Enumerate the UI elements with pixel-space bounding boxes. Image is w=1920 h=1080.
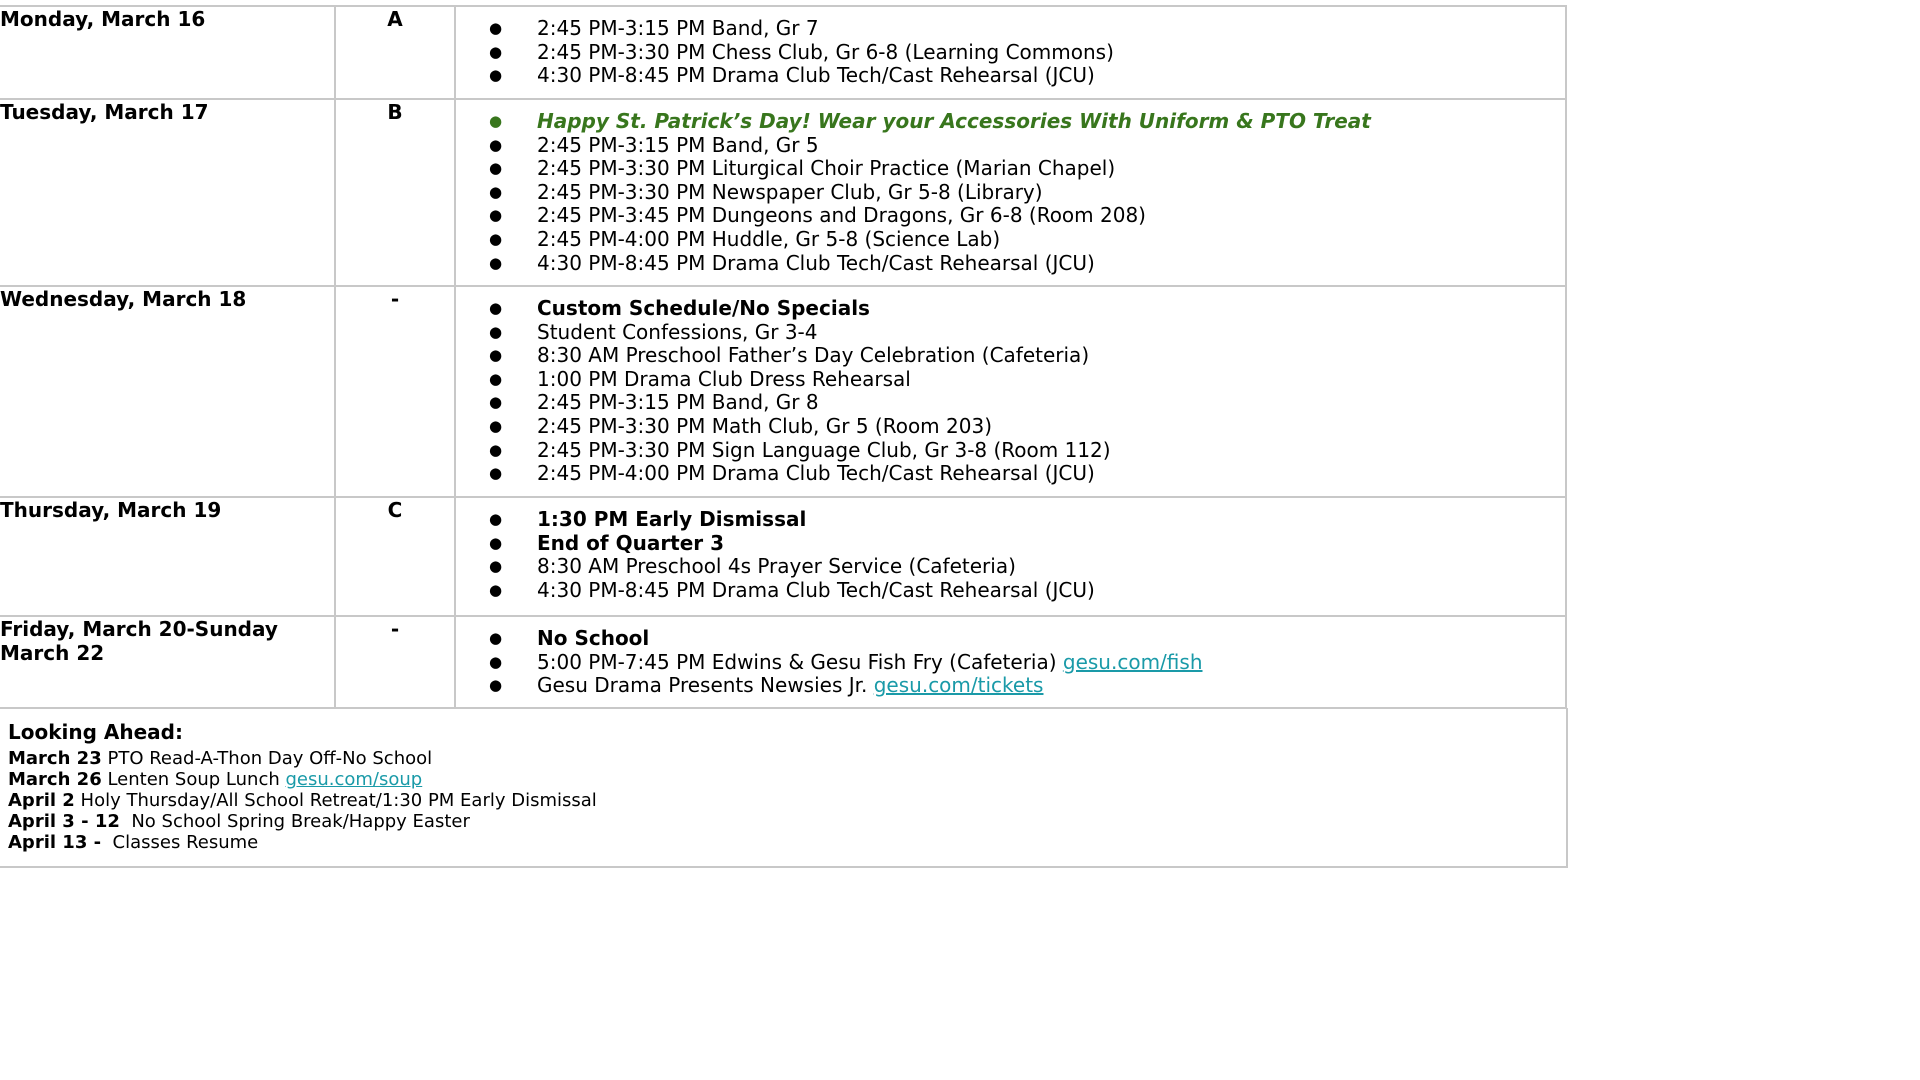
looking-ahead-date: March 26 <box>8 769 102 790</box>
looking-ahead-date: March 23 <box>8 748 102 769</box>
events-cell <box>455 616 1566 708</box>
bullet-icon: ● <box>489 19 503 37</box>
bullet-icon: ● <box>489 346 503 365</box>
event-text: 2:45 PM-3:30 PM Newspaper Club, Gr 5-8 (Library) <box>537 179 1043 204</box>
bullet-icon: ● <box>489 557 503 576</box>
day-letter-cell: C <box>335 497 455 616</box>
bullet-icon: ● <box>489 135 503 154</box>
event-item <box>456 157 1565 181</box>
event-list <box>456 498 1565 610</box>
event-item <box>456 321 1565 345</box>
bullet-icon: ● <box>489 159 503 178</box>
event-text: 4:30 PM-8:45 PM Drama Club Tech/Cast Rehearsal (JCU) <box>537 577 1095 602</box>
event-item <box>456 508 1565 532</box>
events-cell <box>455 497 1566 616</box>
day-letter-cell: - <box>335 616 455 708</box>
looking-ahead-list <box>8 748 597 853</box>
event-text: 2:45 PM-4:00 PM Drama Club Tech/Cast Rehearsal (JCU) <box>537 461 1095 486</box>
event-text: 2:45 PM-3:30 PM Chess Club, Gr 6-8 (Learning Commons) <box>537 39 1114 64</box>
events-cell <box>455 286 1566 497</box>
looking-ahead-link[interactable]: gesu.com/soup <box>285 769 423 790</box>
schedule-row <box>0 616 1566 708</box>
event-item <box>456 344 1565 368</box>
schedule-row <box>0 6 1566 99</box>
bullet-icon: ● <box>489 112 503 130</box>
event-text: 2:45 PM-3:30 PM Math Club, Gr 5 (Room 203) <box>537 413 992 438</box>
event-item <box>456 17 1565 41</box>
event-item <box>456 415 1565 439</box>
looking-ahead-text: Lenten Soup Lunch <box>101 769 286 790</box>
event-link[interactable]: gesu.com/fish <box>1062 649 1203 674</box>
events-cell <box>455 99 1566 286</box>
looking-ahead-section <box>0 708 1568 868</box>
event-item <box>456 439 1565 463</box>
date-cell: Tuesday, March 17 <box>0 99 335 286</box>
bullet-icon: ● <box>489 229 503 248</box>
date-cell: Monday, March 16 <box>0 6 335 99</box>
looking-ahead-date: April 3 - 12 <box>8 811 120 832</box>
looking-ahead-date: April 13 - <box>8 832 102 853</box>
event-text: 5:00 PM-7:45 PM Edwins & Gesu Fish Fry (Cafeteria) <box>537 649 1063 674</box>
day-letter-cell: B <box>335 99 455 286</box>
event-text: Gesu Drama Presents Newsies Jr. <box>537 673 874 698</box>
day-letter-cell: - <box>335 286 455 497</box>
events-cell <box>455 6 1566 99</box>
schedule-body <box>0 5 1566 708</box>
looking-ahead-item <box>8 832 597 853</box>
event-item <box>456 651 1565 675</box>
bullet-icon: ● <box>489 393 503 412</box>
bullet-icon: ● <box>489 206 503 225</box>
bullet-icon: ● <box>489 533 503 552</box>
bullet-icon: ● <box>489 580 503 599</box>
looking-ahead-item <box>8 811 597 832</box>
event-text: 2:45 PM-4:00 PM Huddle, Gr 5-8 (Science Lab) <box>537 226 1001 251</box>
date-cell: Friday, March 20-Sunday March 22 <box>0 616 335 708</box>
event-item <box>456 674 1565 698</box>
day-letter-cell: A <box>335 6 455 99</box>
event-item <box>456 41 1565 65</box>
event-text: 2:45 PM-3:30 PM Sign Language Club, Gr 3-8 (Room 112) <box>537 437 1111 462</box>
event-item <box>456 532 1565 556</box>
event-text: 2:45 PM-3:15 PM Band, Gr 7 <box>537 16 819 40</box>
event-text: 8:30 AM Preschool 4s Prayer Service (Cafeteria) <box>537 554 1016 579</box>
bullet-icon: ● <box>489 182 503 201</box>
event-item <box>456 204 1565 228</box>
bullet-icon: ● <box>489 42 503 61</box>
event-text: 2:45 PM-3:30 PM Liturgical Choir Practice (Marian Chapel) <box>537 156 1116 181</box>
event-text: Custom Schedule/No Specials <box>537 296 870 320</box>
bullet-icon: ● <box>489 440 503 459</box>
bullet-icon: ● <box>489 629 503 647</box>
bullet-icon: ● <box>489 253 503 272</box>
event-item <box>456 579 1565 603</box>
event-text: 1:00 PM Drama Club Dress Rehearsal <box>537 366 911 391</box>
bullet-icon: ● <box>489 676 503 695</box>
schedule-row <box>0 286 1566 497</box>
looking-ahead-text: Classes Resume <box>101 832 259 853</box>
bullet-icon: ● <box>489 66 503 85</box>
bullet-icon: ● <box>489 299 503 317</box>
event-item <box>456 134 1565 158</box>
looking-ahead-item <box>8 790 597 811</box>
schedule-row <box>0 497 1566 616</box>
weekly-schedule-table <box>0 5 1567 709</box>
looking-ahead-text: No School Spring Break/Happy Easter <box>119 811 470 832</box>
looking-ahead-text: Holy Thursday/All School Retreat/1:30 PM Early Dismissal <box>74 790 597 811</box>
event-text: 1:30 PM Early Dismissal <box>537 507 807 531</box>
event-link[interactable]: gesu.com/tickets <box>873 673 1044 698</box>
event-text: 4:30 PM-8:45 PM Drama Club Tech/Cast Rehearsal (JCU) <box>537 250 1095 275</box>
event-text: Happy St. Patrick’s Day! Wear your Accessories With Uniform & PTO Treat <box>537 109 1371 133</box>
bullet-icon: ● <box>489 464 503 483</box>
event-text: Student Confessions, Gr 3-4 <box>537 319 818 344</box>
looking-ahead-title: Looking Ahead: <box>8 720 183 744</box>
event-list <box>456 287 1565 494</box>
bullet-icon: ● <box>489 652 503 671</box>
event-text: 8:30 AM Preschool Father’s Day Celebration (Cafeteria) <box>537 343 1090 368</box>
event-item <box>456 110 1565 134</box>
bullet-icon: ● <box>489 322 503 341</box>
looking-ahead-item <box>8 769 597 790</box>
event-text: 2:45 PM-3:15 PM Band, Gr 5 <box>537 132 819 157</box>
event-list <box>456 617 1565 706</box>
event-item <box>456 252 1565 276</box>
bullet-icon: ● <box>489 369 503 388</box>
event-item <box>456 462 1565 486</box>
event-text: 2:45 PM-3:45 PM Dungeons and Dragons, Gr 6-8 (Room 208) <box>537 203 1146 228</box>
event-item <box>456 228 1565 252</box>
event-item <box>456 627 1565 651</box>
date-cell: Wednesday, March 18 <box>0 286 335 497</box>
event-list <box>456 7 1565 96</box>
event-item <box>456 391 1565 415</box>
looking-ahead-date: April 2 <box>8 790 75 811</box>
bullet-icon: ● <box>489 510 503 528</box>
looking-ahead-text: PTO Read-A-Thon Day Off-No School <box>101 748 433 769</box>
event-item <box>456 368 1565 392</box>
event-text: 4:30 PM-8:45 PM Drama Club Tech/Cast Rehearsal (JCU) <box>537 63 1095 88</box>
date-cell: Thursday, March 19 <box>0 497 335 616</box>
event-list <box>456 100 1565 283</box>
bullet-icon: ● <box>489 416 503 435</box>
event-item <box>456 181 1565 205</box>
event-item <box>456 297 1565 321</box>
event-text: End of Quarter 3 <box>537 530 725 555</box>
event-item <box>456 64 1565 88</box>
event-text: 2:45 PM-3:15 PM Band, Gr 8 <box>537 390 819 415</box>
schedule-row <box>0 99 1566 286</box>
looking-ahead-item <box>8 748 597 769</box>
event-text: No School <box>537 626 650 650</box>
event-item <box>456 555 1565 579</box>
